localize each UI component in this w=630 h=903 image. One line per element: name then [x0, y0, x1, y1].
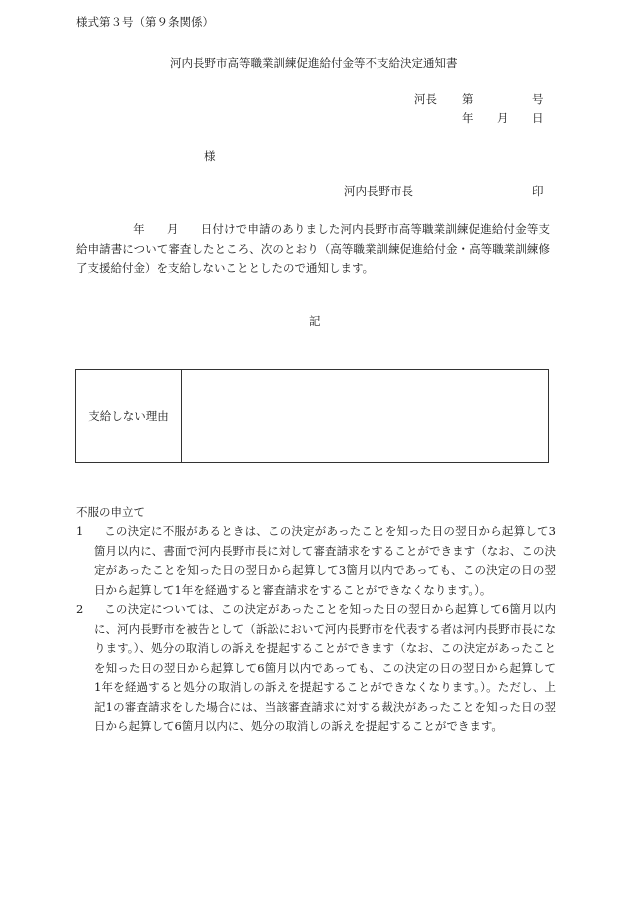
- ref-year: 年: [462, 111, 474, 125]
- body-paragraph: [76, 220, 550, 279]
- ref-org: 河長: [414, 92, 437, 106]
- reason-label: 支給しない理由: [88, 409, 169, 423]
- body-month: 月: [166, 222, 179, 236]
- document-title: 河内長野市高等職業訓練促進給付金等不支給決定通知書: [170, 56, 458, 70]
- ref-month: 月: [497, 111, 509, 125]
- ref-day: 日: [532, 111, 544, 125]
- ref-dai: 第: [462, 92, 474, 106]
- issuer-name: 河内長野市長: [344, 184, 413, 198]
- recipient-suffix: 様: [204, 149, 216, 163]
- appeal-section: [76, 503, 556, 737]
- appeal-item: [76, 522, 556, 600]
- reason-table: [75, 369, 549, 463]
- issuer-seal: 印: [532, 184, 544, 198]
- appeal-heading: 不服の申立て: [76, 505, 145, 519]
- appeal-item: [76, 600, 556, 737]
- body-text: 日付けで申請のありました河内長野市高等職業訓練促進給付金等支給申請書について審査したところ、次のとおり（高等職業訓練促進給付金・高等職業訓練修了支援給付金）を支給しないこととしたので通知します。: [76, 222, 551, 275]
- table-divider: [181, 370, 182, 462]
- appeal-item-number: 1: [76, 524, 84, 538]
- ki-heading: 記: [309, 314, 321, 328]
- body-year: 年: [133, 222, 145, 236]
- ref-go: 号: [532, 92, 544, 106]
- appeal-item-text: この決定に不服があるときは、この決定があったことを知った日の翌日から起算して3箇月以内に、書面で河内長野市長に対して審査請求をすることができます（なお、この決定があったことを知った日の翌日から起算して3箇月以内であっても、この決定の日の翌日から起算して1年を経過すると審査請求をすることができなくなります。）。: [94, 524, 556, 597]
- appeal-item-text: この決定については、この決定があったことを知った日の翌日から起算して6箇月以内に、河内長野市を被告として（訴訟において河内長野市を代表する者は河内長野市長になります。）、処分の取消しの訴えを提起することができます（なお、この決定があったことを知った日の翌日から起算して6箇月以内であっても、この決定の日の翌日から起算して1年を経過すると処分の取消しの訴えを提起することができなくなります。）。ただし、上記1の審査請求をした場合には、当該審査請求に対する裁決があったことを知った日の翌日から起算して6箇月以内に、処分の取消しの訴えを提起することができます。: [94, 602, 556, 733]
- appeal-item-number: 2: [76, 602, 84, 616]
- form-label: 様式第３号（第９条関係）: [76, 15, 214, 29]
